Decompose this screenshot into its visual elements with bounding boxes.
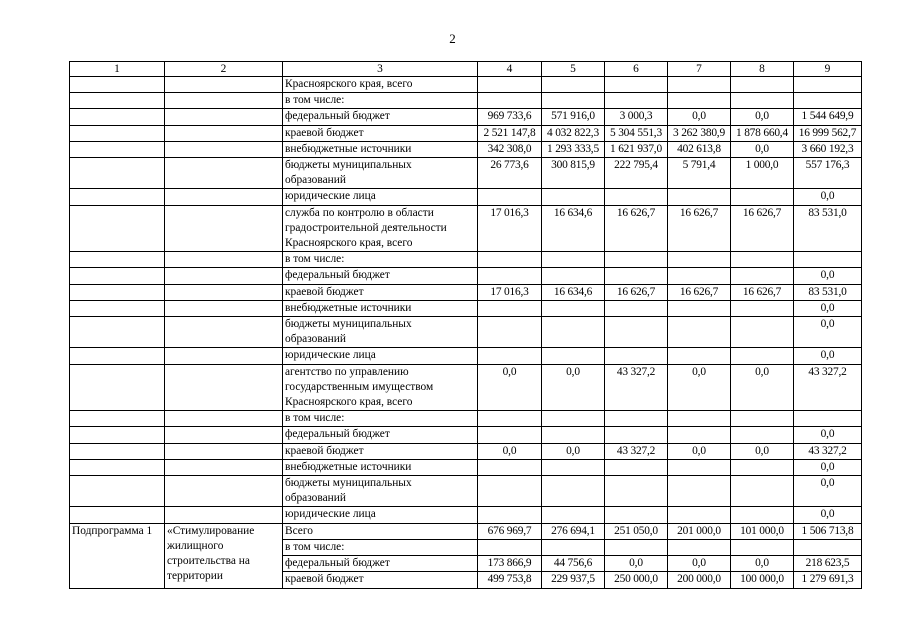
row-description: федеральный бюджет [283,427,478,443]
col2-cell [165,427,283,443]
col1-cell [70,252,165,268]
col1-cell [70,364,165,411]
table-row [70,189,862,205]
value-cell: 0,0 [542,443,605,459]
row-description: бюджеты муниципальных образований [283,476,478,507]
value-cell: 0,0 [731,556,794,572]
row-description: федеральный бюджет [283,556,478,572]
value-cell [605,427,668,443]
col1-cell [70,205,165,252]
table-row [70,268,862,284]
table-row [70,507,862,523]
value-cell: 0,0 [668,556,731,572]
page-number: 2 [449,31,456,46]
col2-cell [165,189,283,205]
value-cell [668,539,731,555]
row-description: в том числе: [283,252,478,268]
col2-cell [165,284,283,300]
value-cell [794,539,862,555]
value-cell [668,476,731,507]
table-row [70,109,862,125]
value-cell [478,539,542,555]
table-row [70,252,862,268]
col1-cell [70,476,165,507]
value-cell [542,507,605,523]
row-description: краевой бюджет [283,443,478,459]
value-cell [542,93,605,109]
table-row [70,348,862,364]
col2-cell [165,93,283,109]
value-cell: 26 773,6 [478,158,542,189]
table-row [70,93,862,109]
value-cell [794,411,862,427]
col1-cell [70,459,165,475]
value-cell: 201 000,0 [668,523,731,539]
value-cell: 16 999 562,7 [794,125,862,141]
value-cell [478,348,542,364]
subprogram-name: «Стимулирование жилищного строительства на территории [165,523,283,588]
value-cell [668,427,731,443]
table-row [70,141,862,157]
value-cell [731,459,794,475]
header-cell: 4 [478,62,542,77]
table-row [70,205,862,252]
value-cell: 16 634,6 [542,205,605,252]
row-description: в том числе: [283,539,478,555]
value-cell: 44 756,6 [542,556,605,572]
value-cell: 3 660 192,3 [794,141,862,157]
value-cell: 0,0 [794,427,862,443]
value-cell: 0,0 [478,364,542,411]
col1-cell [70,411,165,427]
col2-cell [165,348,283,364]
subprogram-row [70,523,862,539]
value-cell [478,300,542,316]
value-cell: 0,0 [794,317,862,348]
value-cell [605,268,668,284]
value-cell: 1 279 691,3 [794,572,862,588]
value-cell [478,77,542,93]
value-cell: 0,0 [605,556,668,572]
value-cell [668,252,731,268]
value-cell [731,507,794,523]
value-cell [478,427,542,443]
value-cell [731,189,794,205]
col1-cell [70,348,165,364]
col1-cell [70,317,165,348]
value-cell: 0,0 [794,476,862,507]
value-cell [668,411,731,427]
value-cell [605,300,668,316]
value-cell [668,189,731,205]
value-cell [605,77,668,93]
value-cell: 16 634,6 [542,284,605,300]
value-cell [794,252,862,268]
value-cell: 1 506 713,8 [794,523,862,539]
value-cell [668,268,731,284]
col1-cell [70,125,165,141]
value-cell: 83 531,0 [794,205,862,252]
value-cell: 676 969,7 [478,523,542,539]
value-cell [605,476,668,507]
table-row [70,284,862,300]
value-cell [542,539,605,555]
header-row [70,62,862,77]
row-description: федеральный бюджет [283,268,478,284]
value-cell [731,93,794,109]
value-cell: 101 000,0 [731,523,794,539]
value-cell [478,411,542,427]
col2-cell [165,125,283,141]
row-description: в том числе: [283,411,478,427]
row-description: внебюджетные источники [283,141,478,157]
col2-cell [165,300,283,316]
col2-cell [165,317,283,348]
value-cell: 100 000,0 [731,572,794,588]
row-description: служба по контролю в области градостроительной деятельности Красноярского края, всего [283,205,478,252]
row-description: краевой бюджет [283,125,478,141]
value-cell [605,317,668,348]
value-cell [794,77,862,93]
value-cell [478,317,542,348]
value-cell: 0,0 [794,189,862,205]
row-description: внебюджетные источники [283,300,478,316]
header-cell: 2 [165,62,283,77]
col1-cell [70,284,165,300]
row-description: федеральный бюджет [283,109,478,125]
header-cell: 7 [668,62,731,77]
value-cell [478,189,542,205]
value-cell: 5 304 551,3 [605,125,668,141]
value-cell [731,427,794,443]
row-description: Красноярского края, всего [283,77,478,93]
value-cell: 173 866,9 [478,556,542,572]
value-cell: 251 050,0 [605,523,668,539]
header-cell: 8 [731,62,794,77]
value-cell [478,252,542,268]
col1-cell [70,507,165,523]
value-cell [668,93,731,109]
value-cell: 0,0 [731,364,794,411]
value-cell: 0,0 [731,109,794,125]
value-cell: 2 521 147,8 [478,125,542,141]
value-cell [542,300,605,316]
value-cell: 0,0 [668,364,731,411]
value-cell [542,459,605,475]
value-cell: 0,0 [731,443,794,459]
col1-cell [70,158,165,189]
table-row [70,459,862,475]
header-cell: 1 [70,62,165,77]
value-cell: 969 733,6 [478,109,542,125]
col1-cell [70,427,165,443]
value-cell [794,93,862,109]
value-cell: 0,0 [478,443,542,459]
value-cell: 16 626,7 [731,205,794,252]
col1-cell [70,300,165,316]
table-row [70,427,862,443]
value-cell [605,539,668,555]
col2-cell [165,507,283,523]
value-cell: 16 626,7 [731,284,794,300]
row-description: юридические лица [283,348,478,364]
col1-cell [70,443,165,459]
value-cell [605,189,668,205]
value-cell [605,93,668,109]
value-cell [478,459,542,475]
value-cell: 16 626,7 [605,205,668,252]
table-row [70,125,862,141]
table-row [70,77,862,93]
table-row [70,443,862,459]
row-description: краевой бюджет [283,284,478,300]
value-cell: 16 626,7 [605,284,668,300]
value-cell: 1 293 333,5 [542,141,605,157]
value-cell [668,348,731,364]
col2-cell [165,411,283,427]
value-cell: 16 626,7 [668,205,731,252]
value-cell [668,507,731,523]
col2-cell [165,364,283,411]
value-cell [605,252,668,268]
col2-cell [165,158,283,189]
value-cell: 0,0 [794,300,862,316]
row-description: юридические лица [283,507,478,523]
header-cell: 9 [794,62,862,77]
value-cell [478,268,542,284]
value-cell: 43 327,2 [794,443,862,459]
value-cell: 0,0 [794,268,862,284]
value-cell [542,348,605,364]
value-cell [605,348,668,364]
col2-cell [165,141,283,157]
value-cell [478,507,542,523]
table-row [70,364,862,411]
value-cell: 200 000,0 [668,572,731,588]
row-description: внебюджетные источники [283,459,478,475]
value-cell [668,77,731,93]
col1-cell [70,268,165,284]
value-cell [605,459,668,475]
col1-cell [70,93,165,109]
value-cell: 43 327,2 [605,364,668,411]
value-cell [605,411,668,427]
col2-cell [165,459,283,475]
subprogram-label: Подпрограмма 1 [70,523,165,588]
col2-cell [165,77,283,93]
value-cell: 276 694,1 [542,523,605,539]
value-cell [731,252,794,268]
col1-cell [70,141,165,157]
value-cell [542,77,605,93]
value-cell: 342 308,0 [478,141,542,157]
value-cell [668,459,731,475]
table-row [70,158,862,189]
value-cell: 250 000,0 [605,572,668,588]
header-cell: 6 [605,62,668,77]
header-cell: 5 [542,62,605,77]
value-cell: 1 000,0 [731,158,794,189]
value-cell: 0,0 [731,141,794,157]
col1-cell [70,77,165,93]
col1-cell [70,109,165,125]
value-cell [731,77,794,93]
value-cell [542,476,605,507]
value-cell [478,476,542,507]
value-cell: 499 753,8 [478,572,542,588]
col2-cell [165,476,283,507]
table-row [70,411,862,427]
value-cell [731,476,794,507]
row-description: агентство по управлению государственным имуществом Красноярского края, всего [283,364,478,411]
value-cell: 16 626,7 [668,284,731,300]
value-cell: 3 000,3 [605,109,668,125]
value-cell: 1 878 660,4 [731,125,794,141]
value-cell: 4 032 822,3 [542,125,605,141]
value-cell [542,427,605,443]
value-cell: 557 176,3 [794,158,862,189]
value-cell: 300 815,9 [542,158,605,189]
value-cell: 0,0 [668,109,731,125]
value-cell: 17 016,3 [478,205,542,252]
value-cell: 1 621 937,0 [605,141,668,157]
col2-cell [165,252,283,268]
table-row [70,300,862,316]
value-cell: 5 791,4 [668,158,731,189]
table-row [70,476,862,507]
value-cell [668,300,731,316]
value-cell: 571 916,0 [542,109,605,125]
header-cell: 3 [283,62,478,77]
row-description: бюджеты муниципальных образований [283,158,478,189]
value-cell: 0,0 [794,459,862,475]
value-cell: 1 544 649,9 [794,109,862,125]
value-cell [731,300,794,316]
value-cell: 218 623,5 [794,556,862,572]
row-description: краевой бюджет [283,572,478,588]
row-description: бюджеты муниципальных образований [283,317,478,348]
value-cell [731,411,794,427]
value-cell [542,317,605,348]
value-cell: 402 613,8 [668,141,731,157]
budget-table [69,61,862,589]
value-cell [542,411,605,427]
value-cell: 0,0 [542,364,605,411]
value-cell: 43 327,2 [794,364,862,411]
value-cell [542,252,605,268]
value-cell [478,93,542,109]
row-description: Всего [283,523,478,539]
col2-cell [165,205,283,252]
col2-cell [165,443,283,459]
table-row [70,317,862,348]
value-cell: 17 016,3 [478,284,542,300]
value-cell [542,189,605,205]
value-cell [605,507,668,523]
value-cell: 0,0 [668,443,731,459]
col2-cell [165,268,283,284]
value-cell [731,539,794,555]
value-cell: 43 327,2 [605,443,668,459]
value-cell [731,268,794,284]
value-cell: 83 531,0 [794,284,862,300]
col1-cell [70,189,165,205]
col2-cell [165,109,283,125]
row-description: в том числе: [283,93,478,109]
row-description: юридические лица [283,189,478,205]
value-cell [542,268,605,284]
value-cell: 229 937,5 [542,572,605,588]
value-cell [731,317,794,348]
value-cell: 0,0 [794,348,862,364]
value-cell [668,317,731,348]
value-cell [731,348,794,364]
value-cell: 222 795,4 [605,158,668,189]
value-cell: 0,0 [794,507,862,523]
value-cell: 3 262 380,9 [668,125,731,141]
